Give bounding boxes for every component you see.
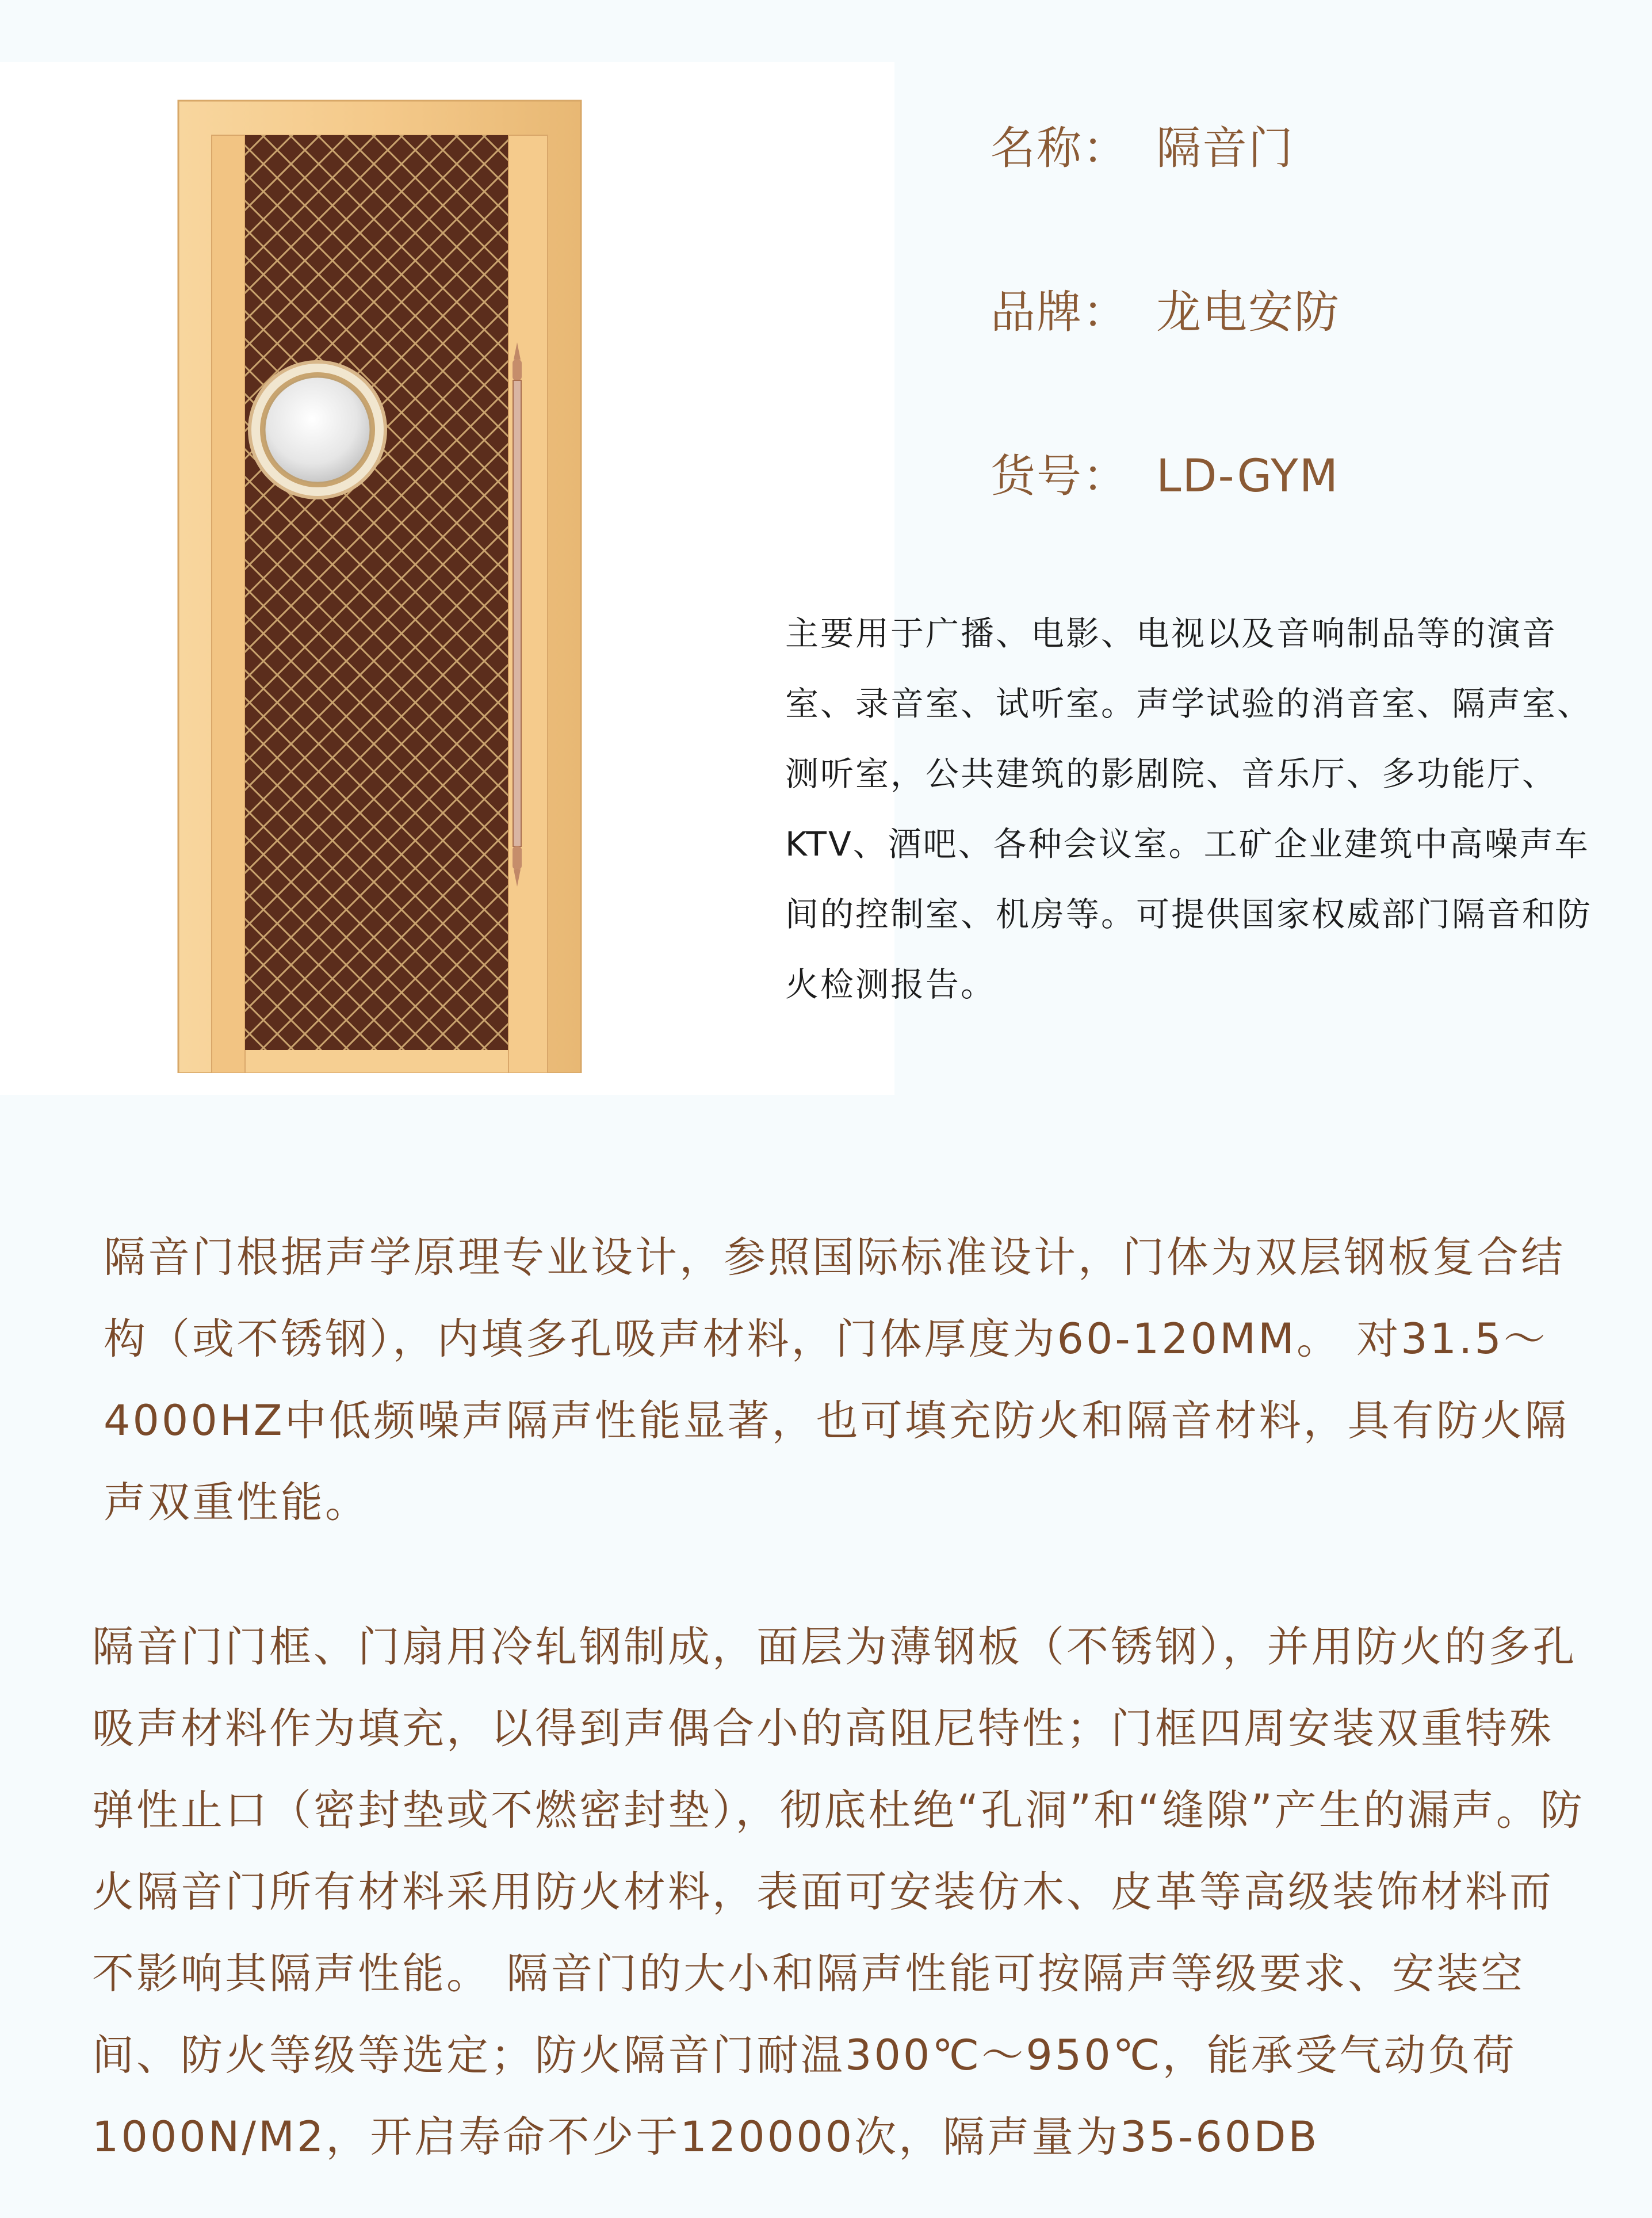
product-brand-row — [991, 276, 1340, 341]
construction-paragraph: 隔音门门框、门扇用冷轧钢制成，面层为薄钢板（不锈钢），并用防火的多孔吸声材料作为填充，以得到声偶合小的高阻尼特性；门框四周安装双重特殊弹性止口（密封垫或不燃密封垫），彻底杜绝“孔洞”和“缝隙”产生的漏声。防火隔音门所有材料采用防火材料，表面可安装仿木、皮革等高级装饰材料而不影响其隔声性能。 隔音门的大小和隔声性能可按隔声等级要求、安装空间、防火等级等选定；防火隔音门耐温300℃～950℃，能承受气动负荷1000N/M2，开启寿命不少于120000次，隔声量为35-60DB — [92, 1623, 1585, 2162]
product-name-value: 隔音门 — [1156, 123, 1295, 174]
usage-description: 主要用于广播、电影、电视以及音响制品等的演音室、录音室、试听室。声学试验的消音室、隔声室、测听室，公共建筑的影剧院、音乐厅、多功能厅、KTV、酒吧、各种会议室。工矿企业建筑中高噪声车间的控制室、机房等。可提供国家权威部门隔音和防火检测报告。 — [785, 614, 1593, 1004]
product-model-label: 货号： — [991, 451, 1129, 502]
product-model-row — [991, 440, 1339, 505]
product-brand-value: 龙电安防 — [1156, 287, 1341, 338]
product-model-value: LD-GYM — [1156, 451, 1340, 502]
product-name-row — [991, 112, 1294, 177]
door-handle — [513, 342, 522, 887]
product-name-label: 名称： — [991, 123, 1129, 174]
soundproof-door-image — [167, 95, 592, 1073]
product-brand-label: 品牌： — [991, 287, 1129, 338]
design-paragraph: 隔音门根据声学原理专业设计，参照国际标准设计，门体为双层钢板复合结构（或不锈钢），内填多孔吸声材料，门体厚度为60-120MM。 对31.5～4000HZ中低频噪声隔声性能显著，也可填充防火和隔音材料，具有防火隔声双重性能。 — [104, 1233, 1569, 1527]
